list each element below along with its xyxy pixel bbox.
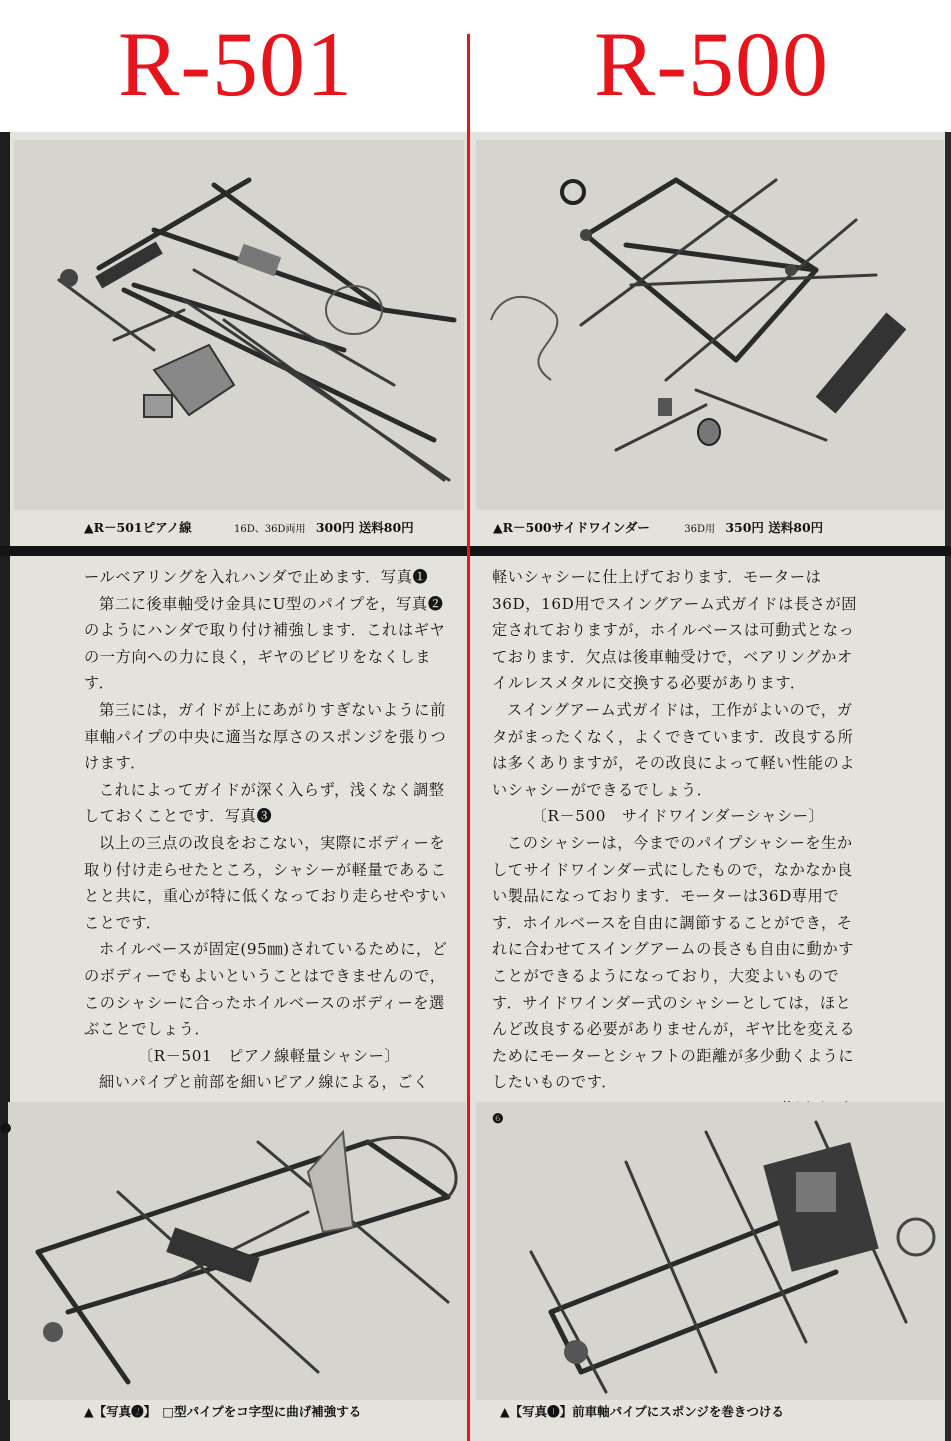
photo-number-6: ❻ (492, 1112, 504, 1127)
left-paragraph-3: 第三には，ガイドが上にあがりすぎないように前車軸パイプの中央に適当な厚さのスポンジを張りつけます． (84, 700, 447, 773)
right-paragraph-2: スイングアーム式ガイドは，工作がよいので，ガタがまったくなく，よくできています．改良する所は多くありますが，その改良によって軽い性能のよいシャシーができるでしょう． (492, 700, 856, 799)
caption-bottom-left: ▲【写真❷】 □型パイプをコ字型に曲げ補強する (84, 1404, 362, 1419)
caption-top-right (493, 520, 823, 538)
photo-r500-kit (476, 140, 944, 510)
left-paragraph-4: これによってガイドが深く入らず，浅くなく調整しておくことです．写真❸ (84, 780, 445, 826)
right-text-column (492, 564, 864, 1122)
caption-top-left-price: 300円 送料80円 (315, 520, 414, 535)
caption-top-left-small: 16D、36D両用 (233, 524, 306, 535)
caption-top-left-main: ▲R－501ピアノ線 (84, 520, 192, 535)
left-paragraph-6: ホイルベースが固定(95㎜)されているために，どのボディーでもよいということはできませんので，このシャシーに合ったホイルベースのボディーを選ぶことでしょう． (84, 940, 448, 1039)
left-heading: 〔R－501 ピアノ線軽量シャシー〕 (137, 1046, 401, 1065)
left-paragraph-1: ールベアリングを入れハンダで止めます．写真❶ (84, 568, 429, 586)
left-text-column (84, 564, 454, 1096)
header (0, 0, 951, 132)
left-title: R-501 (118, 13, 353, 115)
photo-6 (476, 1102, 944, 1400)
right-paragraph-1: 軽いシャシーに仕上げております．モーターは36D，16D用でスイングアーム式ガイドは長さが固定されておりますが，ホイルベースは可動式となっております．欠点は後車軸受けで，ベアリングかオイルレスメタルに交換する必要があります． (492, 568, 858, 693)
left-paragraph-2: 第二に後車軸受け金具にU型のパイプを，写真❷のようにハンダで取り付け補強します．これはギヤの一方向への力に良く，ギヤのビビリをなくします． (84, 594, 446, 693)
photo-2 (8, 1102, 466, 1400)
right-paragraph-3: このシャシーは，今までのパイプシャシーを生かしてサイドワインダー式にしたもので，なかなか良い製品になっております．モーターは36D専用です．ホイルベースを自由に調節することができ，それに合わせてスイングアームの長さも自由に動かすことができるようになっており，大変よいものです．サイドワインダー式のシャシーとしては，ほとんど改良する必要がありませんが，ギヤ比を変えるためにモーターとシャフトの距離が多少動くようにしたいものです． (492, 833, 856, 1092)
left-paragraph-5: 以上の三点の改良をおこない，実際にボディーを取り付け走らせたところ，シャシーが軽量であることと共に，重心が特に低くなっており走らせやすいことです． (84, 833, 447, 932)
caption-top-right-price: 350円 送料80円 (725, 520, 824, 535)
right-heading: 〔R－500 サイドワインダーシャシー〕 (531, 807, 825, 826)
page-right-edge (945, 132, 951, 1441)
red-divider-line (467, 34, 470, 1441)
rule-top (0, 546, 951, 556)
caption-top-right-main: ▲R－500サイドワインダー (493, 520, 650, 535)
photo-number-2: ❷ (0, 1122, 12, 1137)
right-title: R-500 (594, 13, 829, 115)
photo-r501-kit (14, 140, 464, 510)
caption-bottom-right: ▲【写真❶】前車軸パイプにスポンジを巻きつける (500, 1404, 784, 1419)
caption-top-left (84, 520, 414, 538)
left-last-line: 細いパイプと前部を細いピアノ線による，ごく (99, 1073, 429, 1092)
caption-top-right-small: 36D用 (684, 524, 715, 535)
